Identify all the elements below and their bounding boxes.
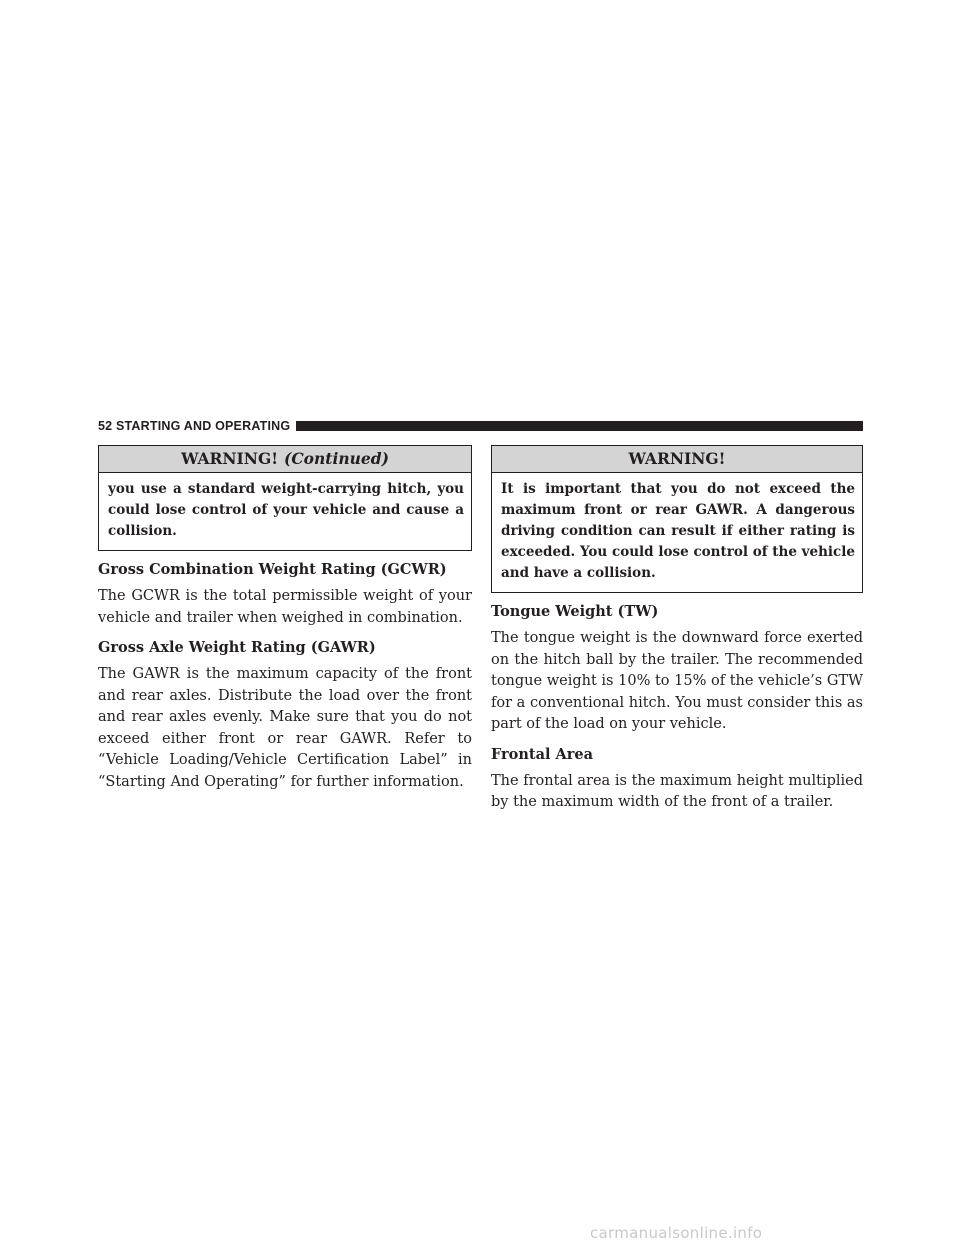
page-header [98,418,863,434]
right-column [491,445,863,818]
section-heading-gcwr: Gross Combination Weight Rating (GCWR) [98,561,447,578]
warning-body: you use a standard weight-carrying hitch, you could lose control of your vehicle and cause a collision. [108,481,464,539]
warning-continued-label: (Continued) [284,449,389,468]
section-text-tongue-weight: The tongue weight is the downward force exerted on the hitch ball by the trailer. The recommended tongue weight is 10% to 15% of the vehicle’s GTW for a conventional hitch. You must consider this as part of the load on your vehicle. [491,630,863,732]
warning-title: WARNING! [492,446,862,473]
warning-title-text: WARNING! [181,449,279,468]
section-heading-tongue-weight: Tongue Weight (TW) [491,603,659,620]
warning-title [99,446,471,473]
page-number-section-title: 52 STARTING AND OPERATING [98,419,291,433]
header-rule [296,421,863,431]
watermark-link[interactable]: carmanualsonline.info [590,1224,763,1242]
warning-box [491,445,863,593]
left-column [98,445,472,797]
warning-box-continued [98,445,472,551]
section-heading-gawr: Gross Axle Weight Rating (GAWR) [98,639,376,656]
section-text-gcwr: The GCWR is the total permissible weight of your vehicle and trailer when weighed in combination. [98,588,472,626]
warning-body: It is important that you do not exceed the maximum front or rear GAWR. A dangerous driving condition can result if either rating is exceeded. You could lose control of the vehicle and have a collision. [501,481,855,581]
section-heading-frontal-area: Frontal Area [491,745,594,763]
section-text-frontal-area: The frontal area is the maximum height multiplied by the maximum width of the front of a trailer. [491,772,863,810]
section-text-gawr: The GAWR is the maximum capacity of the front and rear axles. Distribute the load over the front and rear axles evenly. Make sure that you do not exceed either front or rear GAWR. Refer to “Vehicle Loading/Vehicle Certification Label” in “Starting And Operating” for further information. [98,666,472,790]
